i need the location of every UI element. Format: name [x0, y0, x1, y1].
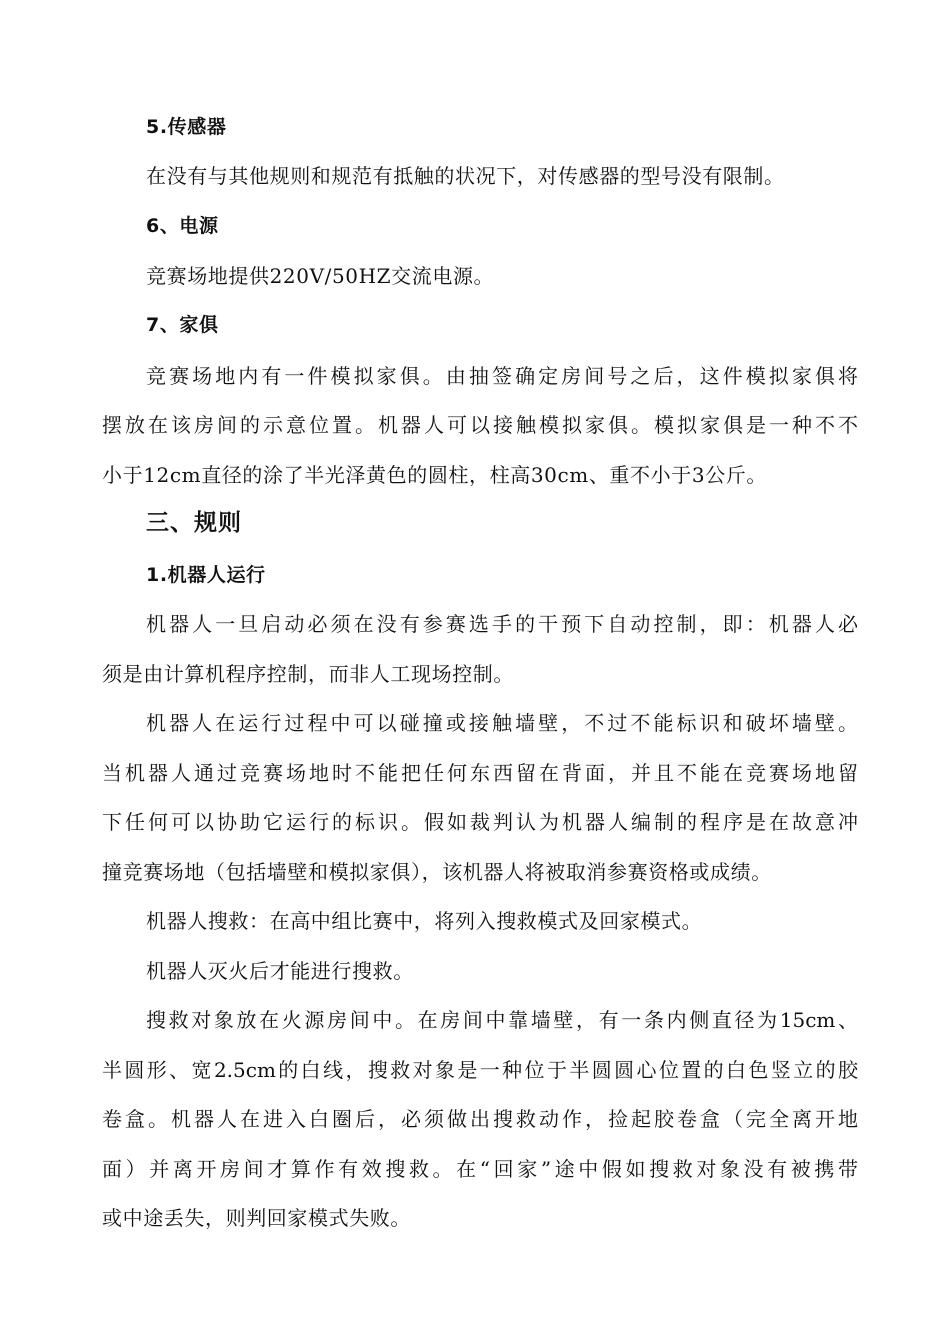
paragraph-rescue-line-3: 卷盒。机器人在进入白圈后，必须做出搜救动作，捡起胶卷盒（完全离开地 — [102, 1107, 858, 1131]
paragraph-operation-line-1: 机器人一旦启动必须在没有参赛选手的干预下自动控制，即：机器人必 — [146, 612, 858, 636]
paragraph-walls-line-4: 撞竞赛场地（包括墙壁和模拟家俱），该机器人将被取消参赛资格或成绩。 — [102, 860, 772, 884]
heading-sensors: 5.传感器 — [146, 116, 227, 138]
paragraph-furniture-line-1: 竞赛场地内有一件模拟家俱。由抽签确定房间号之后，这件模拟家俱将 — [146, 364, 858, 388]
heading-robot-operation: 1.机器人运行 — [146, 564, 266, 586]
paragraph-sensors: 在没有与其他规则和规范有抵触的状况下，对传感器的型号没有限制。 — [146, 164, 785, 188]
paragraph-walls-line-3: 下任何可以协助它运行的标识。假如裁判认为机器人编制的程序是在故意冲 — [102, 810, 858, 834]
paragraph-rescue-mode: 机器人搜救：在高中组比赛中，将列入搜救模式及回家模式。 — [146, 909, 703, 933]
paragraph-rescue-line-4: 面）并离开房间才算作有效搜救。在“回家”途中假如搜救对象没有被携带 — [102, 1157, 858, 1181]
paragraph-furniture-line-3: 小于12cm直径的涂了半光泽黄色的圆柱，柱高30cm、重不小于3公斤。 — [102, 463, 767, 487]
paragraph-furniture-line-2: 摆放在该房间的示意位置。机器人可以接触模拟家俱。模拟家俱是一种不不 — [102, 413, 858, 437]
heading-furniture: 7、家俱 — [146, 314, 219, 336]
paragraph-rescue-line-1: 搜救对象放在火源房间中。在房间中靠墙壁，有一条内侧直径为15cm、 — [146, 1008, 858, 1032]
heading-part-rules: 三、规则 — [146, 510, 242, 536]
paragraph-walls-line-1: 机器人在运行过程中可以碰撞或接触墙壁，不过不能标识和破坏墙壁。 — [146, 711, 858, 735]
paragraph-walls-line-2: 当机器人通过竞赛场地时不能把任何东西留在背面，并且不能在竞赛场地留 — [102, 761, 858, 785]
paragraph-rescue-line-5: 或中途丢失，则判回家模式失败。 — [102, 1206, 411, 1230]
heading-power: 6、电源 — [146, 215, 219, 237]
paragraph-rescue-line-2: 半圆形、宽2.5cm的白线，搜救对象是一种位于半圆圆心位置的白色竖立的胶 — [102, 1058, 858, 1082]
paragraph-operation-line-2: 须是由计算机程序控制，而非人工现场控制。 — [102, 662, 514, 686]
paragraph-power: 竞赛场地提供220V/50HZ交流电源。 — [146, 264, 495, 288]
paragraph-rescue-after-fire: 机器人灭火后才能进行搜救。 — [146, 959, 414, 983]
